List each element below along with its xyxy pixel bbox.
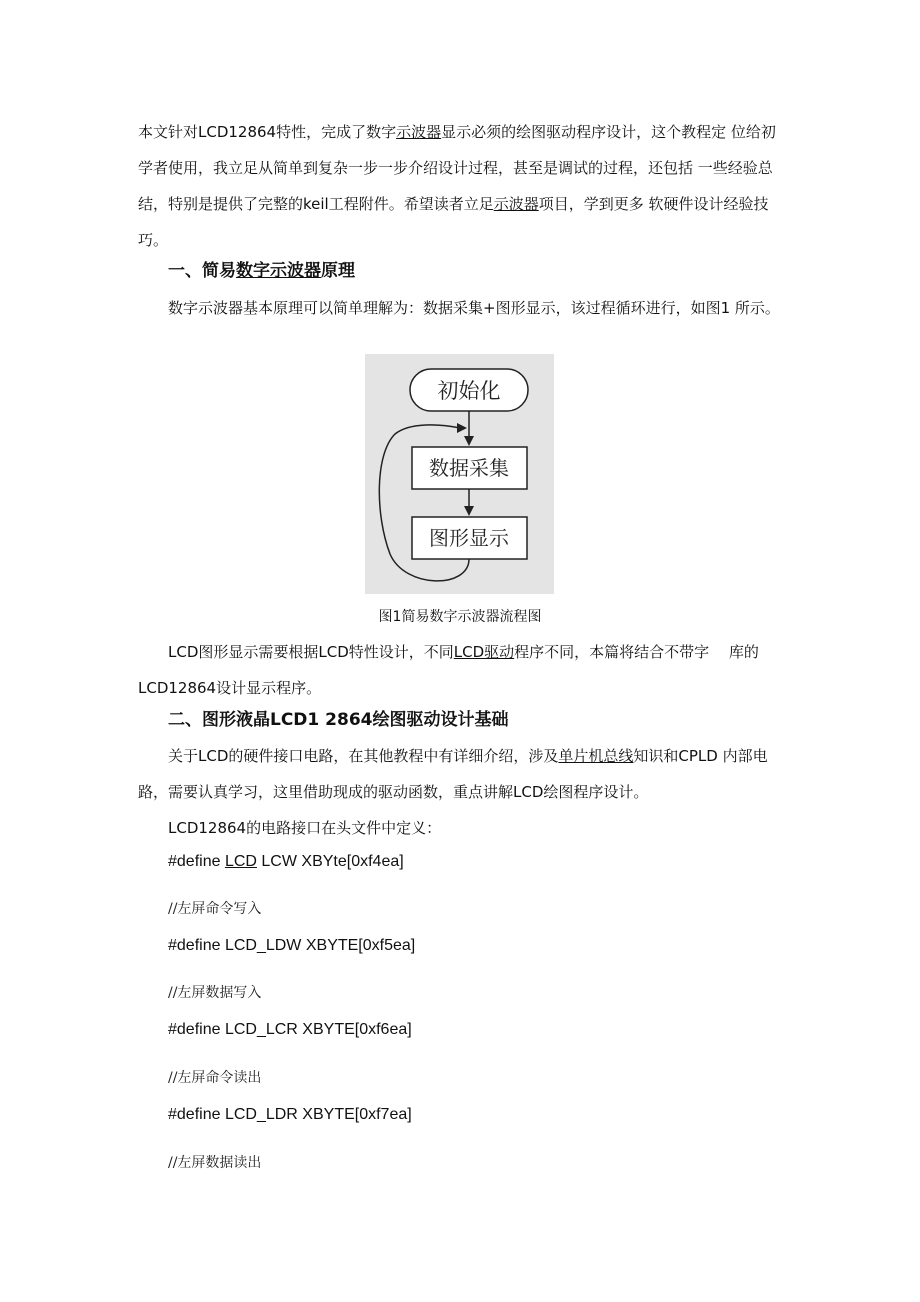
data-acquisition-label: 数据采集	[429, 456, 509, 480]
section1-heading-suffix: 原理	[321, 261, 355, 281]
code-comment-2: //左屏数据写入	[168, 985, 262, 1001]
graphic-display-label: 图形显示	[429, 526, 509, 550]
section1-heading	[168, 257, 355, 285]
intro-text-2: 显示必须的绘图驱动程序设计，这个教程定 位给初学者使用，我立足从简单到复杂一步一步介绍设计过程，甚至是调试的过程，还包括 一些经验总结，特别是提供了完整的keil工程附件。希望读者立足	[138, 123, 776, 213]
digital-oscilloscope-link[interactable]: 数字示波器	[236, 261, 321, 281]
section2-paragraph-1	[138, 738, 788, 810]
lcd-para-text-2: 程序不同，本篇将结合不带字 库的LCD12864设计显示程序。	[138, 643, 759, 697]
intro-paragraph	[138, 114, 788, 258]
code-comment-4: //左屏数据读出	[168, 1155, 262, 1171]
lcd-para-text-1: LCD图形显示需要根据LCD特性设计，不同	[168, 643, 454, 661]
code-comment-1: //左屏命令写入	[168, 901, 262, 917]
mcu-bus-link[interactable]: 单片机总线	[558, 747, 634, 765]
code-line-1	[168, 851, 404, 873]
flowchart-figure	[365, 354, 554, 594]
code-line-2: #define LCD_LDW XBYTE[0xf5ea]	[168, 937, 416, 954]
intro-text-1: 本文针对LCD12864特性，完成了数字	[138, 123, 397, 141]
oscilloscope-link-2[interactable]: 示波器	[493, 195, 539, 213]
code-line-1-post: LCW XBYte[0xf4ea]	[256, 853, 404, 870]
code-line-1-pre: #define	[168, 853, 225, 870]
section1-paragraph: 数字示波器基本原理可以简单理解为：数据采集+图形显示，该过程循环进行，如图1 所示。	[168, 299, 780, 317]
section2-para1-text-2: 知识和CPLD 内部电路，需要认真学习，这里借助现成的驱动函数，重点讲解LCD绘图程序设计。	[138, 747, 768, 801]
intro-text-3: 项目，学到更多 软硬件设计经验技巧。	[138, 195, 769, 249]
figure-caption: 图1简易数字示波器流程图	[378, 609, 542, 625]
oscilloscope-link-1[interactable]: 示波器	[396, 123, 442, 141]
lcd-paragraph	[138, 634, 788, 706]
code-line-3: #define LCD_LCR XBYTE[0xf6ea]	[168, 1021, 412, 1038]
section2-para1-text-1: 关于LCD的硬件接口电路，在其他教程中有详细介绍，涉及	[168, 747, 559, 765]
flowchart-svg	[365, 354, 554, 594]
code-comment-3: //左屏命令读出	[168, 1070, 262, 1086]
init-label: 初始化	[437, 379, 501, 403]
code-line-4: #define LCD_LDR XBYTE[0xf7ea]	[168, 1106, 412, 1123]
lcd-code-link[interactable]: LCD	[224, 853, 257, 870]
lcd-driver-link[interactable]: LCD驱动	[453, 643, 515, 661]
section2-heading: 二、图形液晶LCD1 2864绘图驱动设计基础	[168, 710, 509, 730]
section2-paragraph-2: LCD12864的电路接口在头文件中定义：	[168, 819, 442, 837]
section1-heading-prefix: 一、简易	[168, 261, 236, 281]
